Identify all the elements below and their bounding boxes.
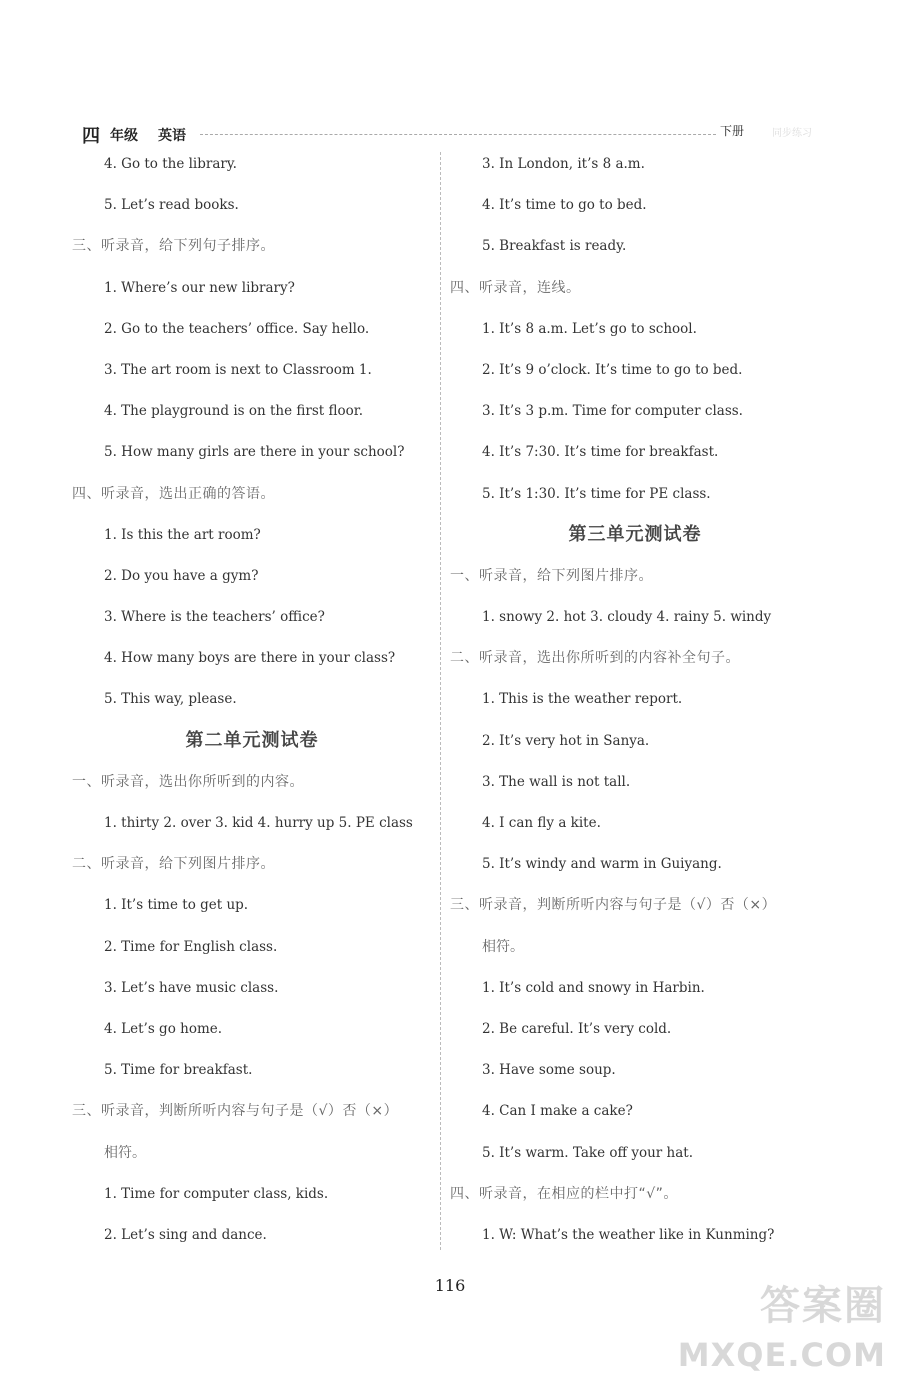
unit-title: 第三单元测试卷 [568,523,702,545]
page-header [82,122,812,148]
question-line: 1. Time for computer class, kids. [104,1185,329,1202]
question-line: 3. Have some soup. [482,1062,616,1079]
section-heading: 四、听录音，选出正确的答语。 [72,485,275,502]
question-line: 1. This is the weather report. [482,691,683,708]
section-heading: 三、听录音，给下列句子排序。 [72,238,275,255]
section-heading: 一、听录音，选出你所听到的内容。 [72,773,304,790]
question-line: 3. In London, it’s 8 a.m. [482,156,645,172]
question-line: 2. It’s very hot in Sanya. [482,732,650,749]
question-line: 1. Is this the art room? [104,526,261,543]
left-column [72,150,432,1262]
header-logo: 同步练习 [772,128,812,139]
subject-label: 英语 [158,128,186,144]
grade-number: 四 [82,126,100,147]
question-line: 5. It’s windy and warm in Guiyang. [482,856,722,873]
grade-label: 年级 [110,128,138,144]
question-line: 4. The playground is on the first floor. [104,403,364,420]
question-line: 1. snowy 2. hot 3. cloudy 4. rainy 5. windy [482,609,772,626]
question-line: 4. Go to the library. [104,156,237,172]
question-line: 3. The art room is next to Classroom 1. [104,361,372,378]
section-heading: 一、听录音，给下列图片排序。 [450,567,653,584]
question-line: 1. W: What’s the weather like in Kunming? [482,1226,775,1243]
question-line: 5. Breakfast is ready. [482,238,627,255]
right-column [450,150,820,1262]
question-line: 5. This way, please. [104,691,237,708]
question-line: 1. It’s time to get up. [104,897,249,914]
section-heading-continuation: 相符。 [482,938,524,955]
question-line: 4. Can I make a cake? [482,1103,633,1120]
section-heading: 四、听录音，连线。 [450,279,581,296]
question-line: 4. How many boys are there in your class? [104,650,396,667]
watermark-text-bottom: MXQE.COM [677,1336,886,1374]
question-line: 2. Be careful. It’s very cold. [482,1020,672,1037]
question-line: 5. It’s warm. Take off your hat. [482,1144,694,1161]
question-line: 2. Time for English class. [104,938,278,955]
question-line: 4. It’s 7:30. It’s time for breakfast. [482,444,719,461]
question-line: 2. Do you have a gym? [104,567,259,584]
watermark-logo [677,1274,886,1374]
section-heading: 二、听录音，给下列图片排序。 [72,856,275,873]
question-line: 3. Where is the teachers’ office? [104,609,325,626]
question-line: 2. It’s 9 o’clock. It’s time to go to bed. [482,361,743,378]
question-line: 2. Let’s sing and dance. [104,1226,267,1243]
question-line: 5. Let’s read books. [104,197,239,214]
section-heading: 三、听录音，判断所听内容与句子是（√）否（×） [72,1103,399,1120]
question-line: 1. Where’s our new library? [104,279,295,296]
question-line: 3. It’s 3 p.m. Time for computer class. [482,403,743,420]
section-heading-continuation: 相符。 [104,1144,146,1161]
unit-title: 第二单元测试卷 [185,729,319,751]
question-line: 5. It’s 1:30. It’s time for PE class. [482,485,711,502]
page-number: 116 [434,1276,466,1295]
watermark-text-top: 答案圈 [760,1283,886,1329]
question-line: 4. Let’s go home. [104,1020,223,1037]
question-line: 1. thirty 2. over 3. kid 4. hurry up 5. PE class [104,815,413,831]
header-rule [200,134,716,135]
column-divider [440,152,441,1250]
question-line: 3. Let’s have music class. [104,979,279,996]
question-line: 5. How many girls are there in your school? [104,444,405,461]
question-line: 5. Time for breakfast. [104,1062,253,1079]
question-line: 1. It’s 8 a.m. Let’s go to school. [482,320,697,337]
section-heading: 三、听录音，判断所听内容与句子是（√）否（×） [450,897,777,914]
question-line: 2. Go to the teachers’ office. Say hello. [104,320,370,337]
question-line: 3. The wall is not tall. [482,773,631,790]
question-line: 4. It’s time to go to bed. [482,197,647,214]
question-line: 4. I can fly a kite. [482,815,601,831]
volume-label: 下册 [719,124,744,138]
section-heading: 四、听录音，在相应的栏中打“√”。 [450,1185,678,1202]
question-line: 1. It’s cold and snowy in Harbin. [482,979,705,996]
section-heading: 二、听录音，选出你所听到的内容补全句子。 [450,650,740,667]
